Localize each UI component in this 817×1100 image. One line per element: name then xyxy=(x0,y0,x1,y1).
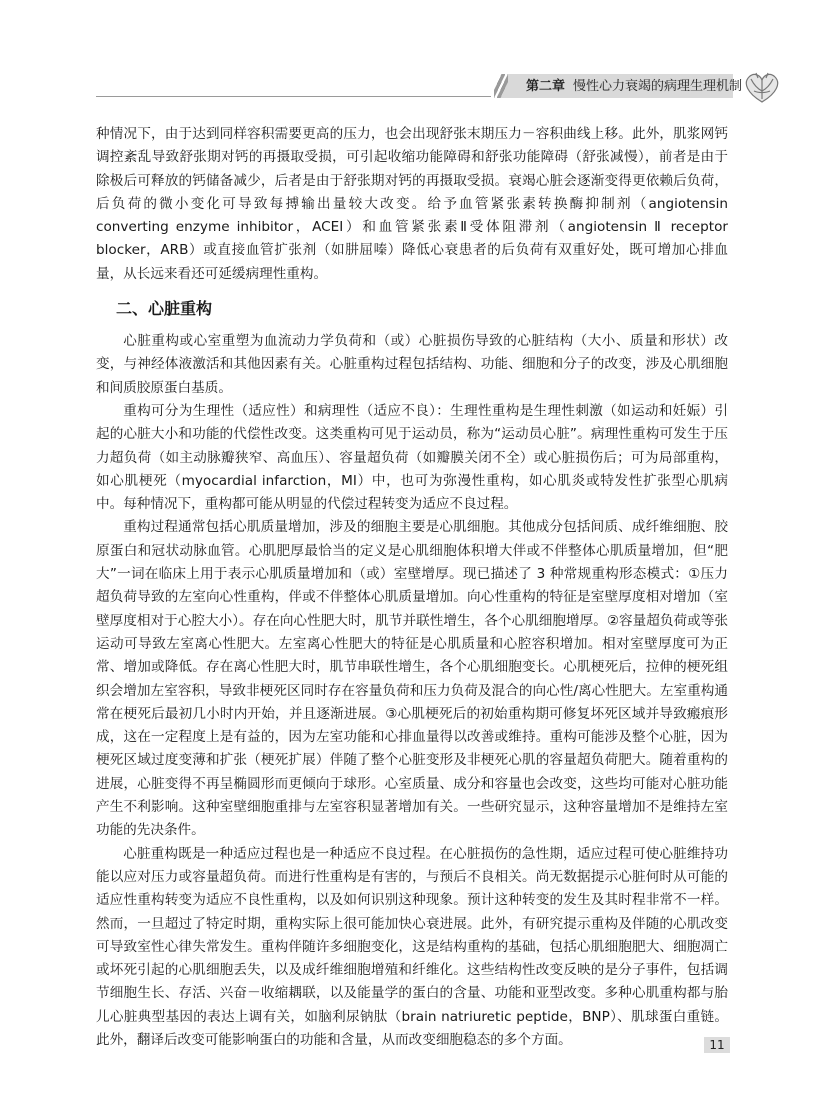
running-header xyxy=(526,78,742,95)
chapter-number: 第二章 xyxy=(526,79,566,94)
header-rule xyxy=(96,96,491,97)
paragraph-2: 心脏重构或心室重塑为血流动力学负荷和（或）心脏损伤导致的心脏结构（大小、质量和形状）改变，与神经体液激活和其他因素有关。心脏重构过程包括结构、功能、细胞和分子的改变，涉及心肌细胞和间质胶原蛋白基质。 xyxy=(96,333,728,396)
paragraph-5: 心脏重构既是一种适应过程也是一种适应不良过程。在心脏损伤的急性期，适应过程可使心脏维持功能以应对压力或容量超负荷。而进行性重构是有害的，与预后不良相关。尚无数据提示心脏何时从可能的适应性重构转变为适应不良性重构，以及如何识别这种现象。预计这种转变的发生及其时程非常不一样。然而，一旦超过了特定时期，重构实际上很可能加快心衰进展。此外，有研究提示重构及伴随的心肌改变可导致室性心律失常发生。重构伴随许多细胞变化，这是结构重构的基础，包括心肌细胞肥大、细胞凋亡或坏死引起的心肌细胞丢失，以及成纤维细胞增殖和纤维化。这些结构性改变反映的是分子事件，包括调节细胞生长、存活、兴奋－收缩耦联，以及能量学的蛋白的含量、功能和亚型改变。多种心肌重构都与胎儿心脏典型基因的表达上调有关，如脑利尿钠肽（brain natriuretic peptide，BNP）、肌球蛋白重链。此外，翻译后改变可能影响蛋白的功能和含量，从而改变细胞稳态的多个方面。 xyxy=(96,845,728,1048)
chapter-title: 慢性心力衰竭的病理生理机制 xyxy=(573,79,743,94)
section-heading: 二、心脏重构 xyxy=(116,299,213,319)
page-number: 11 xyxy=(704,1037,730,1053)
paragraph-3: 重构可分为生理性（适应性）和病理性（适应不良）：生理性重构是生理性刺激（如运动和妊娠）引起的心脏大小和功能的代偿性改变。这类重构可见于运动员，称为“运动员心脏”。病理性重构可发生于压力超负荷（如主动脉瓣狭窄、高血压）、容量超负荷（如瓣膜关闭不全）或心脏损伤后；可为局部重构，如心肌梗死（myocardial infarction，MI）中，也可为弥漫性重构，如心肌炎或特发性扩张型心肌病中。每种情况下，重构都可能从明显的代偿过程转变为适应不良过程。 xyxy=(96,402,728,513)
header-divider-mark xyxy=(494,74,508,98)
article-body xyxy=(96,123,728,1052)
heart-logo-icon xyxy=(737,69,787,105)
paragraph-1: 种情况下，由于达到同样容积需要更高的压力，也会出现舒张末期压力－容积曲线上移。此外，肌浆网钙调控紊乱导致舒张期对钙的再摄取受损，可引起收缩功能障碍和舒张功能障碍（舒张减慢），前者是由于除极后可释放的钙储备减少，后者是由于舒张期对钙的再摄取受损。衰竭心脏会逐渐变得更依赖后负荷，后负荷的微小变化可导致每搏输出量较大改变。给予血管紧张素转换酶抑制剂（angiotensin converting enzyme inhibitor，ACEI）和血管紧张素Ⅱ受体阻滞剂（angiotensin Ⅱ receptor blocker，ARB）或直接血管扩张剂（如肼屈嗪）降低心衰患者的后负荷有双重好处，既可增加心排血量，从长远来看还可延缓病理性重构。 xyxy=(96,126,728,282)
paragraph-4: 重构过程通常包括心肌质量增加，涉及的细胞主要是心肌细胞。其他成分包括间质、成纤维细胞、胶原蛋白和冠状动脉血管。心肌肥厚最恰当的定义是心肌细胞体积增大伴或不伴整体心肌质量增加，但“肥大”一词在临床上用于表示心肌质量增加和（或）室壁增厚。现已描述了 3 种常规重构形态模式：①压力超负荷导致的左室向心性重构，伴或不伴整体心肌质量增加。向心性重构的特征是室壁厚度相对增加（室壁厚度相对于心腔大小）。存在向心性肥大时，肌节并联性增生，各个心肌细胞增厚。②容量超负荷或等张运动可导致左室离心性肥大。左室离心性肥大的特征是心肌质量和心腔容积增加。相对室壁厚度可为正常、增加或降低。存在离心性肥大时，肌节串联性增生，各个心肌细胞变长。心肌梗死后，拉伸的梗死组织会增加左室容积，导致非梗死区同时存在容量负荷和压力负荷及混合的向心性/离心性肥大。左室重构通常在梗死后最初几小时内开始，并且逐渐进展。③心肌梗死后的初始重构期可修复坏死区域并导致瘢痕形成，这在一定程度上是有益的，因为左室功能和心排血量得以改善或维持。重构可能涉及整个心脏，因为梗死区域过度变薄和扩张（梗死扩展）伴随了整个心脏变形及非梗死心肌的容量超负荷肥大。随着重构的进展，心脏变得不再呈椭圆形而更倾向于球形。心室质量、成分和容量也会改变，这些均可能对心脏功能产生不利影响。这种室壁细胞重排与左室容积显著增加有关。一些研究显示，这种容量增加不是维持左室功能的先决条件。 xyxy=(96,519,728,839)
